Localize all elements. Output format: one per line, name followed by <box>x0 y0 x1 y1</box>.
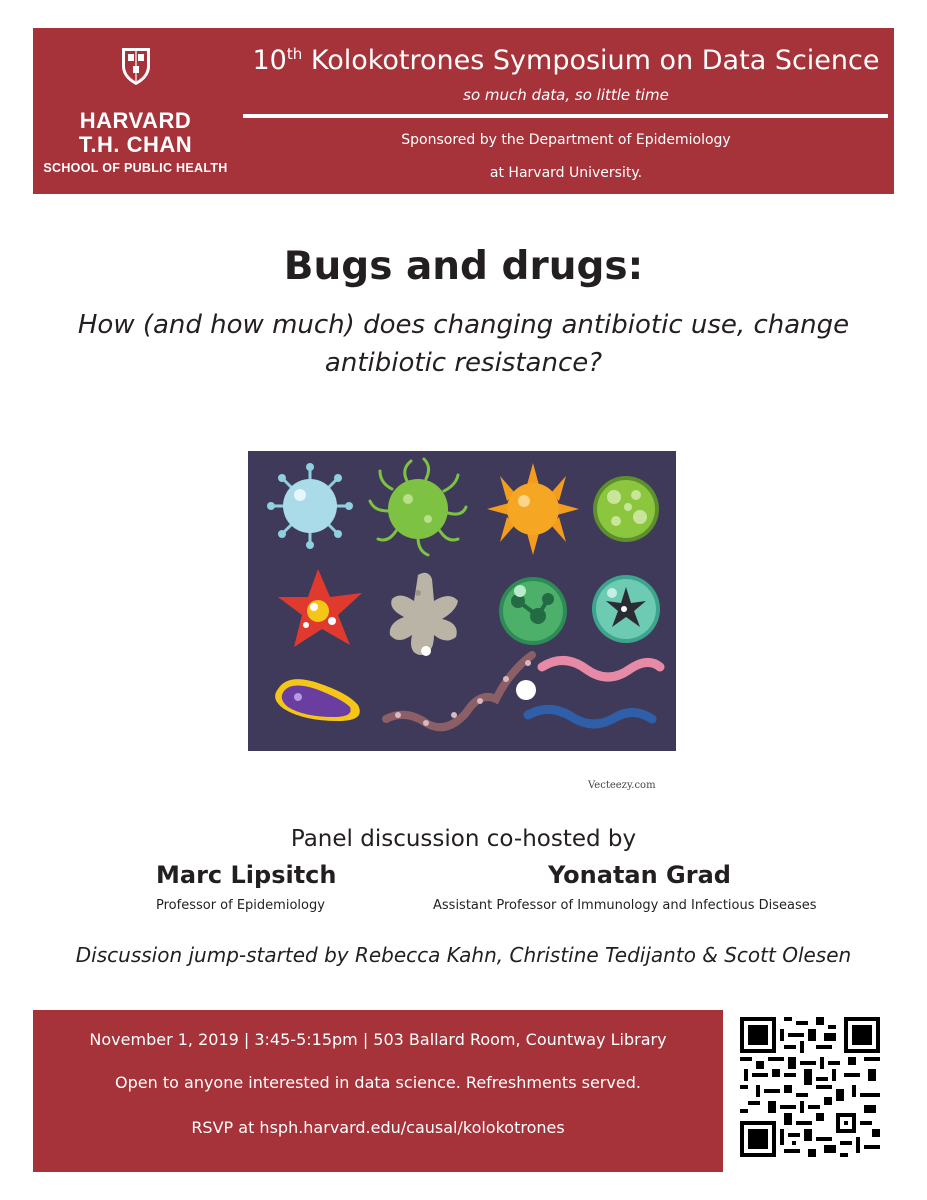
discussion-starters: Discussion jump-started by Rebecca Kahn, Christine Tedijanto & Scott Olesen <box>75 943 852 967</box>
white-cell-icon <box>516 680 536 700</box>
panel-heading: Panel discussion co-hosted by <box>290 826 637 852</box>
harvard-chan-logo <box>33 28 238 194</box>
green-bubble-molecule-icon <box>499 577 567 645</box>
footer-band <box>33 1010 723 1172</box>
header-divider <box>243 114 888 118</box>
logo-harvard-text: HARVARD <box>79 108 192 133</box>
ordinal-number: 10 <box>252 45 287 76</box>
sponsor-line-1: Sponsored by the Department of Epidemiology <box>401 132 731 148</box>
host2-name: Yonatan Grad <box>548 861 731 889</box>
symposium-title-text: Kolokotrones Symposium on Data Science <box>302 45 880 76</box>
qr-code-icon <box>740 1017 880 1157</box>
image-credit: Vecteezy.com <box>588 780 656 791</box>
page-title: Bugs and drugs: <box>283 244 644 289</box>
symposium-tagline: so much data, so little time <box>463 86 669 104</box>
veritas-shield-icon <box>120 46 152 86</box>
subtitle-line-1: How (and how much) does changing antibiotic use, change <box>77 310 850 340</box>
event-details: November 1, 2019 | 3:45-5:15pm | 503 Ballard Room, Countway Library <box>89 1030 667 1049</box>
sponsor-line-2: at Harvard University. <box>489 165 643 181</box>
teal-bubble-star-icon <box>592 575 660 643</box>
microbes-illustration <box>248 451 676 751</box>
host1-name: Marc Lipsitch <box>156 861 337 889</box>
header-band <box>33 28 894 194</box>
host2-title: Assistant Professor of Immunology and Infectious Diseases <box>433 898 817 913</box>
subtitle-line-2: antibiotic resistance? <box>324 348 603 378</box>
page-subtitle <box>60 306 867 382</box>
rsvp-line: RSVP at hsph.harvard.edu/causal/kolokotrones <box>191 1118 565 1137</box>
open-to-line: Open to anyone interested in data science. Refreshments served. <box>115 1073 641 1092</box>
host1-title: Professor of Epidemiology <box>156 898 325 913</box>
blue-virus-icon <box>267 463 353 549</box>
green-spotted-microbe-icon <box>593 476 659 542</box>
logo-school-text: SCHOOL OF PUBLIC HEALTH <box>43 161 228 175</box>
logo-chan-text: T.H. CHAN <box>78 132 193 157</box>
symposium-title <box>238 45 894 76</box>
ordinal-suffix: th <box>286 45 303 63</box>
